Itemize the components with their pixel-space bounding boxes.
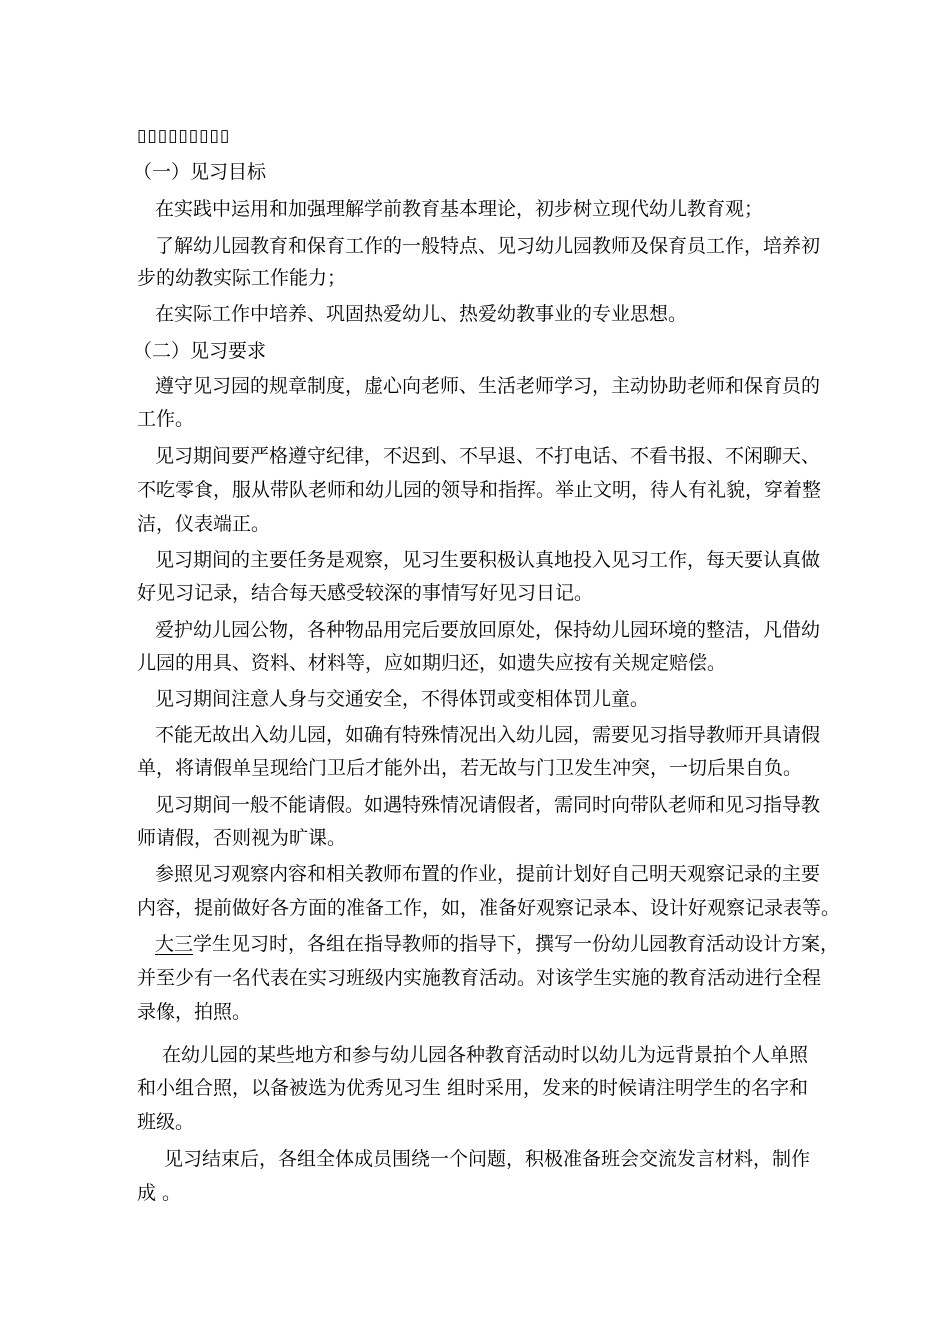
req-9-line-1-rest: 学生见习时，各组在指导教师的指导下，撰写一份幼儿园教育活动设计方案， [193, 933, 840, 955]
req-3-line-2: 好见习记录，结合每天感受较深的事情写好见习日记。 [137, 582, 594, 604]
req-1-line-2: 工作。 [137, 408, 195, 430]
garbled-heading: ▯▯▯▯▯▯▯▯▯ [137, 126, 231, 146]
req-8-line-1: 参照见习观察内容和相关教师布置的作业，提前计划好自己明天观察记录的主要 [155, 863, 821, 885]
goal-2-line-2: 步的幼教实际工作能力； [137, 267, 347, 289]
req-7-line-2: 师请假，否则视为旷课。 [137, 827, 347, 849]
underlined-term: 大三 [155, 933, 194, 955]
req-4-line-2: 儿园的用具、资料、材料等，应如期归还，如遗失应按有关规定赔偿。 [137, 652, 727, 674]
req-3-line-1: 见习期间的主要任务是观察，见习生要积极认真地投入见习工作，每天要认真做 [155, 549, 821, 571]
req-2-line-3: 洁，仪表端正。 [137, 513, 271, 535]
goal-2-line-1: 了解幼儿园教育和保育工作的一般特点、见习幼儿园教师及保育员工作，培养初 [155, 235, 821, 257]
req-10-line-3: 班级。 [137, 1111, 195, 1133]
section2-title: （二）见习要求 [133, 340, 267, 362]
req-9-line-3: 录像，拍照。 [137, 1001, 252, 1023]
goal-1: 在实践中运用和加强理解学前教育基本理论，初步树立现代幼儿教育观； [155, 198, 764, 220]
req-10-line-2: 和小组合照，以备被选为优秀见习生 组时采用，发来的时候请注明学生的名字和 [137, 1077, 809, 1099]
req-2-line-1: 见习期间要严格遵守纪律，不迟到、不早退、不打电话、不看书报、不闲聊天、 [155, 445, 821, 467]
req-10-line-1: 在幼儿园的某些地方和参与幼儿园各种教育活动时以幼儿为远背景拍个人单照 [162, 1044, 809, 1066]
req-5: 见习期间注意人身与交通安全，不得体罚或变相体罚儿童。 [155, 688, 650, 710]
req-9-line-2: 并至少有一名代表在实习班级内实施教育活动。对该学生实施的教育活动进行全程 [137, 967, 822, 989]
req-7-line-1: 见习期间一般不能请假。如遇特殊情况请假者，需同时向带队老师和见习指导教 [155, 794, 821, 816]
section1-title: （一）见习目标 [133, 161, 267, 183]
req-6-line-1: 不能无故出入幼儿园，如确有特殊情况出入幼儿园，需要见习指导教师开具请假 [155, 724, 821, 746]
req-8-line-2: 内容，提前做好各方面的准备工作，如，准备好观察记录本、设计好观察记录表等。 [137, 897, 841, 919]
req-4-line-1: 爱护幼儿园公物，各种物品用完后要放回原处，保持幼儿园环境的整洁，凡借幼 [155, 619, 821, 641]
req-11-line-1: 见习结束后，各组全体成员围绕一个问题，积极准备班会交流发言材料，制作 [164, 1148, 811, 1170]
req-9-line-1 [155, 932, 839, 956]
req-11-line-2: 成 。 [137, 1182, 182, 1204]
req-1-line-1: 遵守见习园的规章制度，虚心向老师、生活老师学习，主动协助老师和保育员的 [155, 375, 821, 397]
req-6-line-2: 单，将请假单呈现给门卫后才能外出，若无故与门卫发生冲突，一切后果自负。 [137, 757, 803, 779]
req-2-line-2: 不吃零食，服从带队老师和幼儿园的领导和指挥。举止文明，待人有礼貌，穿着整 [137, 479, 822, 501]
goal-3: 在实际工作中培养、巩固热爱幼儿、热爱幼教事业的专业思想。 [155, 303, 688, 325]
